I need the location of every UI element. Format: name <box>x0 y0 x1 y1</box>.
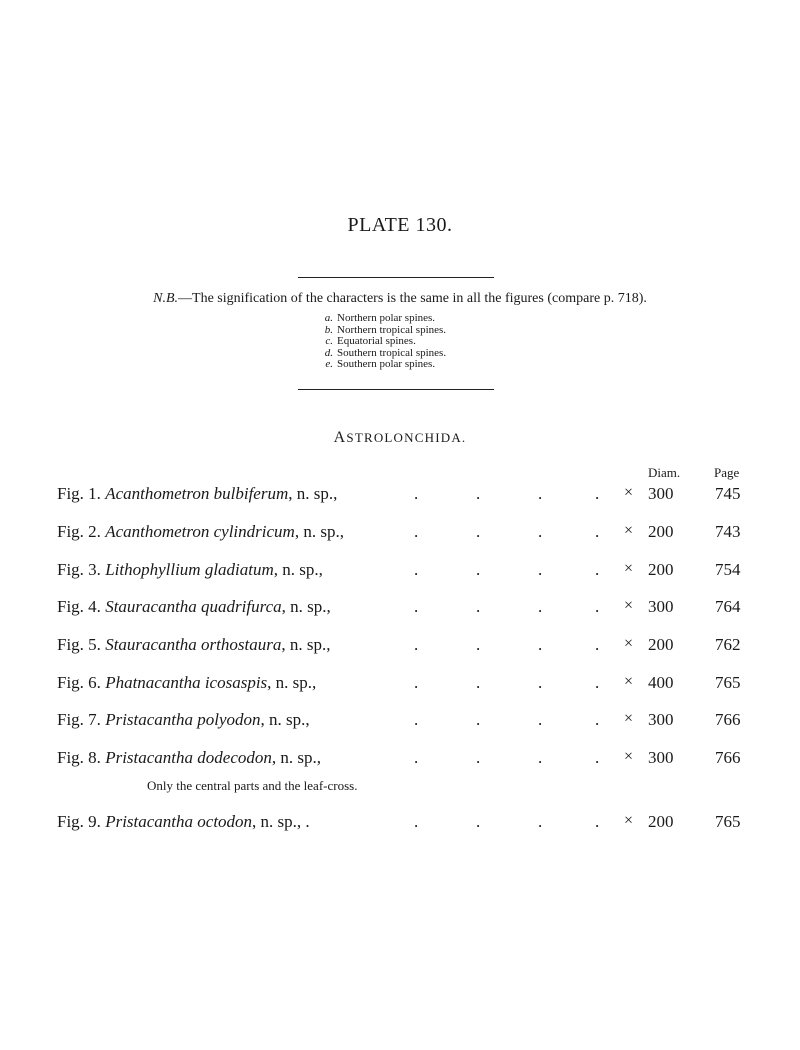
magnification-sign: × <box>624 597 634 614</box>
column-header-page: Page <box>714 465 740 480</box>
figure-label <box>57 560 323 580</box>
dot-leaders: . . . . <box>414 748 600 767</box>
figure-label <box>57 522 344 542</box>
figure-label <box>57 484 337 504</box>
diameter-value: 300 <box>648 748 674 767</box>
species-name: Acanthometron bulbiferum <box>105 484 289 503</box>
key-text: Northern tropical spines. <box>337 323 447 336</box>
figure-row <box>0 522 800 546</box>
page-number: 754 <box>715 560 741 579</box>
species-name: Stauracantha quadrifurca <box>105 597 282 616</box>
species-suffix: , n. sp., <box>271 748 321 767</box>
key-letter: e. <box>325 358 333 370</box>
species-suffix: , n. sp., <box>294 522 344 541</box>
diameter-value: 200 <box>648 522 674 541</box>
figure-number: Fig. 6. <box>57 673 101 692</box>
key-text: Southern tropical spines. <box>337 346 447 359</box>
figure-row <box>0 484 800 508</box>
dot-leaders: . . . . <box>414 673 600 692</box>
figure-number: Fig. 9. <box>57 812 101 831</box>
species-suffix: , n. sp., <box>273 560 323 579</box>
page-number: 766 <box>715 748 741 767</box>
diameter-value: 300 <box>648 710 674 729</box>
key-letter: a. <box>324 312 333 324</box>
species-suffix: , n. sp., <box>267 673 317 692</box>
diameter-value: 300 <box>648 484 674 503</box>
figure-row <box>0 748 800 772</box>
figure-8-note: Only the central parts and the leaf-cross. <box>147 778 358 793</box>
magnification-sign: × <box>624 635 634 652</box>
magnification-sign: × <box>624 522 634 539</box>
magnification-sign: × <box>624 710 634 727</box>
species-name: Phatnacantha icosaspis <box>105 673 268 692</box>
key-item <box>323 359 446 371</box>
dot-leaders: . . . . <box>414 560 600 579</box>
page-number: 745 <box>715 484 741 503</box>
page-number: 766 <box>715 710 741 729</box>
species-suffix: , n. sp., <box>288 484 338 503</box>
species-name: Stauracantha orthostaura <box>105 635 282 654</box>
nb-note <box>0 291 800 307</box>
diameter-value: 300 <box>648 597 674 616</box>
divider-bottom <box>298 389 494 390</box>
page-number: 762 <box>715 635 741 654</box>
figure-row <box>0 560 800 584</box>
key-text: Equatorial spines. <box>337 335 416 347</box>
key-letter: c. <box>325 335 333 347</box>
figure-row <box>0 597 800 621</box>
dot-leaders: . . . . <box>414 812 600 831</box>
section-heading <box>0 429 800 447</box>
magnification-sign: × <box>624 812 634 829</box>
magnification-sign: × <box>624 673 634 690</box>
figure-row <box>0 673 800 697</box>
column-header-diam: Diam. <box>648 465 681 480</box>
species-suffix: , n. sp., <box>281 597 331 616</box>
figure-label <box>57 597 331 617</box>
dot-leaders: . . . . <box>414 635 600 654</box>
figure-label <box>57 635 330 655</box>
figure-label <box>57 812 310 832</box>
dot-leaders: . . . . <box>414 597 600 616</box>
plate-title: PLATE 130. <box>347 214 453 236</box>
key-text: Northern polar spines. <box>337 312 436 324</box>
nb-label: N.B. <box>153 291 179 306</box>
figure-number: Fig. 4. <box>57 597 101 616</box>
page-number: 743 <box>715 522 741 541</box>
figure-label <box>57 673 316 693</box>
figure-number: Fig. 2. <box>57 522 101 541</box>
spine-key-list <box>323 313 446 371</box>
species-name: Pristacantha octodon <box>105 812 253 831</box>
diameter-value: 200 <box>648 812 674 831</box>
diameter-value: 200 <box>648 635 674 654</box>
figure-row <box>0 812 800 836</box>
dot-leaders: . . . . <box>414 710 600 729</box>
figure-label <box>57 748 321 768</box>
species-suffix: , n. sp., <box>281 635 331 654</box>
page-number: 765 <box>715 812 741 831</box>
divider-top <box>298 277 494 278</box>
figure-number: Fig. 7. <box>57 710 101 729</box>
figure-label <box>57 710 310 730</box>
figure-number: Fig. 5. <box>57 635 101 654</box>
page-number: 764 <box>715 597 741 616</box>
magnification-sign: × <box>624 484 634 501</box>
figure-number: Fig. 8. <box>57 748 101 767</box>
species-name: Pristacantha polyodon <box>105 710 261 729</box>
section-heading-rest: STROLONCHIDA. <box>346 430 467 445</box>
diameter-value: 400 <box>648 673 674 692</box>
figure-number: Fig. 3. <box>57 560 101 579</box>
species-suffix: , n. sp., . <box>252 812 310 831</box>
dot-leaders: . . . . <box>414 484 600 503</box>
figure-row <box>0 710 800 734</box>
dot-leaders: . . . . <box>414 522 600 541</box>
magnification-sign: × <box>624 748 634 765</box>
species-name: Pristacantha dodecodon <box>105 748 272 767</box>
section-heading-initial: A <box>333 429 347 446</box>
figure-row <box>0 635 800 659</box>
diameter-value: 200 <box>648 560 674 579</box>
key-letter: b. <box>324 323 333 336</box>
page-number: 765 <box>715 673 741 692</box>
species-name: Acanthometron cylindricum <box>105 522 295 541</box>
magnification-sign: × <box>624 560 634 577</box>
figure-number: Fig. 1. <box>57 484 101 503</box>
key-text: Southern polar spines. <box>337 358 436 370</box>
species-suffix: , n. sp., <box>260 710 310 729</box>
nb-text: —The signification of the characters is the same in all the figures (compare p. 718). <box>178 291 647 306</box>
key-letter: d. <box>324 346 333 359</box>
species-name: Lithophyllium gladiatum <box>105 560 274 579</box>
